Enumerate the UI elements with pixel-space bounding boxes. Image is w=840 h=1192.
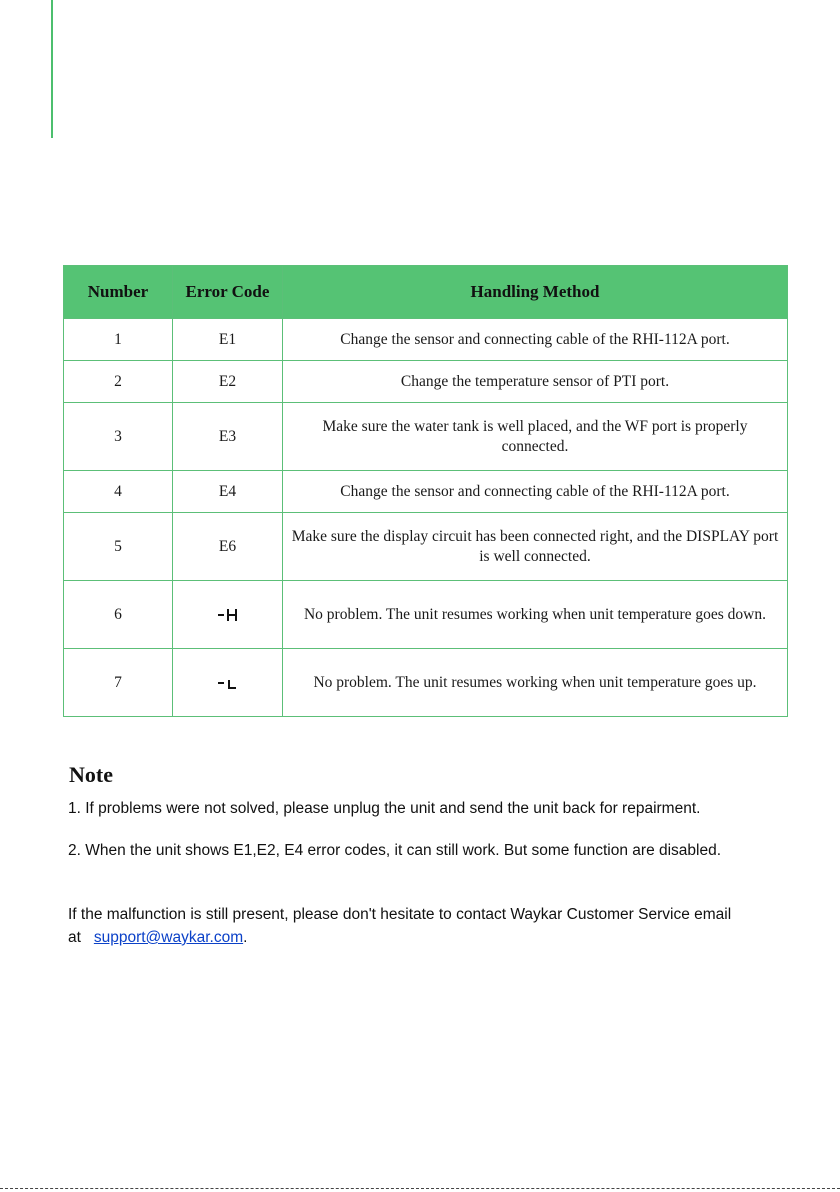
note-title: Note	[69, 762, 113, 787]
contact-trailing: .	[243, 929, 248, 946]
row-error-code: E1	[173, 319, 283, 361]
row-method: Make sure the water tank is well placed, and the WF port is properly connected.	[283, 403, 788, 471]
row-method: Change the temperature sensor of PTI port.	[283, 361, 788, 403]
row-number: 6	[64, 581, 173, 649]
row-number: 2	[64, 361, 173, 403]
error-code-table	[63, 265, 788, 717]
note-item-2: 2. When the unit shows E1,E2, E4 error codes, it can still work. But some function are disabled.	[68, 842, 722, 859]
row-error-code: E6	[173, 513, 283, 581]
segment-display-h-icon	[217, 607, 239, 623]
table-row	[64, 581, 788, 649]
header-error-code: Error Code	[173, 266, 283, 319]
table-row	[64, 361, 788, 403]
row-error-code	[173, 581, 283, 649]
row-method: Change the sensor and connecting cable of the RHI-112A port.	[283, 471, 788, 513]
row-error-code: E2	[173, 361, 283, 403]
segment-display-l-icon	[217, 675, 239, 691]
table-row	[64, 319, 788, 361]
row-number: 5	[64, 513, 173, 581]
note-contact	[68, 903, 768, 949]
note-item-1: 1. If problems were not solved, please unplug the unit and send the unit back for repairment.	[68, 800, 701, 817]
row-number: 1	[64, 319, 173, 361]
contact-text: If the malfunction is still present, please don't hesitate to contact Waykar Customer Service email at	[68, 906, 732, 946]
row-number: 7	[64, 649, 173, 717]
header-handling-method: Handling Method	[283, 266, 788, 319]
row-number: 3	[64, 403, 173, 471]
row-method: Change the sensor and connecting cable of the RHI-112A port.	[283, 319, 788, 361]
table-header-row	[64, 266, 788, 319]
table-row	[64, 403, 788, 471]
row-method: No problem. The unit resumes working when unit temperature goes down.	[283, 581, 788, 649]
table-row	[64, 513, 788, 581]
row-method: No problem. The unit resumes working when unit temperature goes up.	[283, 649, 788, 717]
row-error-code	[173, 649, 283, 717]
row-method: Make sure the display circuit has been connected right, and the DISPLAY port is well connected.	[283, 513, 788, 581]
side-accent-bar	[51, 0, 53, 138]
header-number: Number	[64, 266, 173, 319]
row-number: 4	[64, 471, 173, 513]
support-email-link[interactable]: support@waykar.com	[93, 929, 244, 946]
table-row	[64, 471, 788, 513]
table-row	[64, 649, 788, 717]
bottom-dashed-rule	[0, 1188, 840, 1189]
row-error-code: E4	[173, 471, 283, 513]
row-error-code: E3	[173, 403, 283, 471]
